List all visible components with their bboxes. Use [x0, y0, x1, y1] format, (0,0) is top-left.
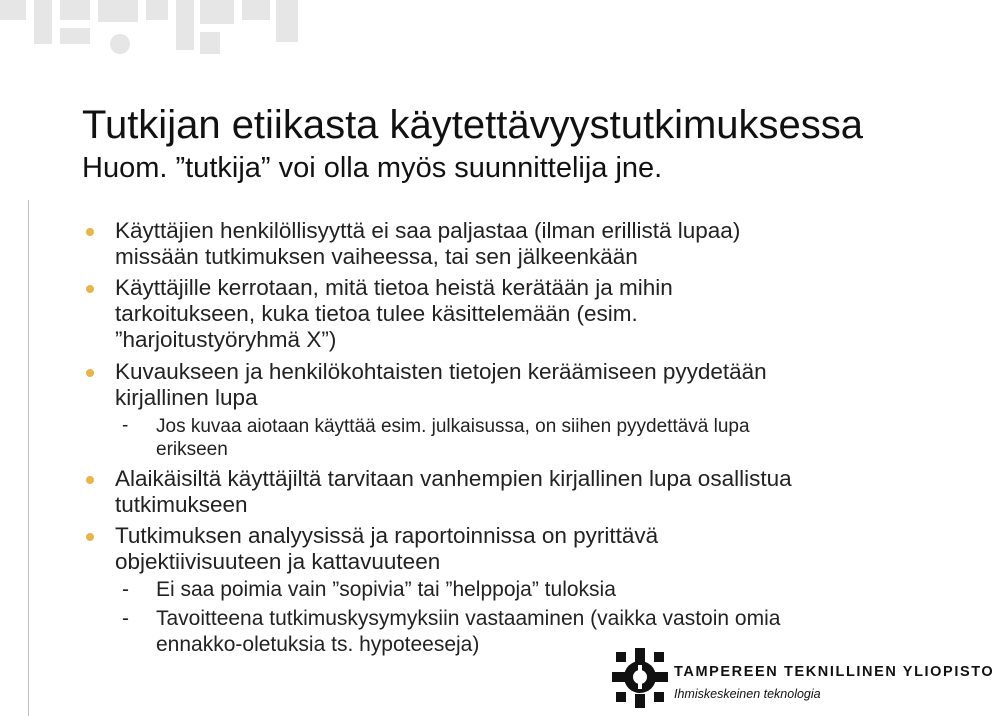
gear-icon	[612, 648, 668, 708]
bullet-text: Tutkimuksen analyysissä ja raportoinnissa on pyrittävä objektiivisuuteen ja kattavuuteen	[115, 523, 659, 574]
bullet-dot-icon	[86, 476, 94, 484]
sub-bullet-text: Jos kuvaa aiotaan käyttää esim. julkaisussa, on siihen pyydettävä lupa erikseen	[156, 416, 750, 460]
bullet-dot-icon	[86, 285, 94, 293]
logo-tagline: Ihmiskeskeinen teknologia	[674, 687, 821, 701]
logo-name: TAMPEREEN TEKNILLINEN YLIOPISTO	[674, 664, 994, 680]
watermark-gear-icon	[0, 0, 310, 60]
bullet-text: Kuvaukseen ja henkilökohtaisten tietojen keräämiseen pyydetään kirjallinen lupa	[115, 359, 767, 410]
dash-marker: -	[122, 415, 129, 436]
dash-marker: -	[122, 607, 129, 630]
slide-subtitle: Huom. ”tutkija” voi olla myös suunnittelija jne.	[82, 152, 663, 184]
bullet-dot-icon	[86, 533, 94, 541]
bullet-text: Käyttäjille kerrotaan, mitä tietoa heistä kerätään ja mihin tarkoitukseen, kuka tietoa tulee käsittelemään (esim. ”harjoitustyöryhmä X”)	[115, 275, 673, 352]
sub-bullet-text: Ei saa poimia vain ”sopivia” tai ”helppoja” tuloksia	[156, 578, 616, 601]
university-logo	[612, 644, 960, 716]
bullet-dot-icon	[86, 228, 94, 236]
bullet-dot-icon	[86, 369, 94, 377]
bullet-text: Alaikäisiltä käyttäjiltä tarvitaan vanhempien kirjallinen lupa osallistua tutkimukseen	[115, 466, 792, 517]
bullet-text: Käyttäjien henkilöllisyyttä ei saa paljastaa (ilman erillistä lupaa) missään tutkimuksen vaiheessa, tai sen jälkeenkään	[115, 218, 741, 269]
sub-bullet-text: Tavoitteena tutkimuskysymyksiin vastaaminen (vaikka vastoin omia ennakko-oletuksia ts. hypoteeseja)	[156, 607, 781, 656]
left-margin-rule	[28, 200, 29, 716]
dash-marker: -	[122, 578, 129, 601]
slide-title: Tutkijan etiikasta käytettävyystutkimuksessa	[82, 103, 864, 147]
